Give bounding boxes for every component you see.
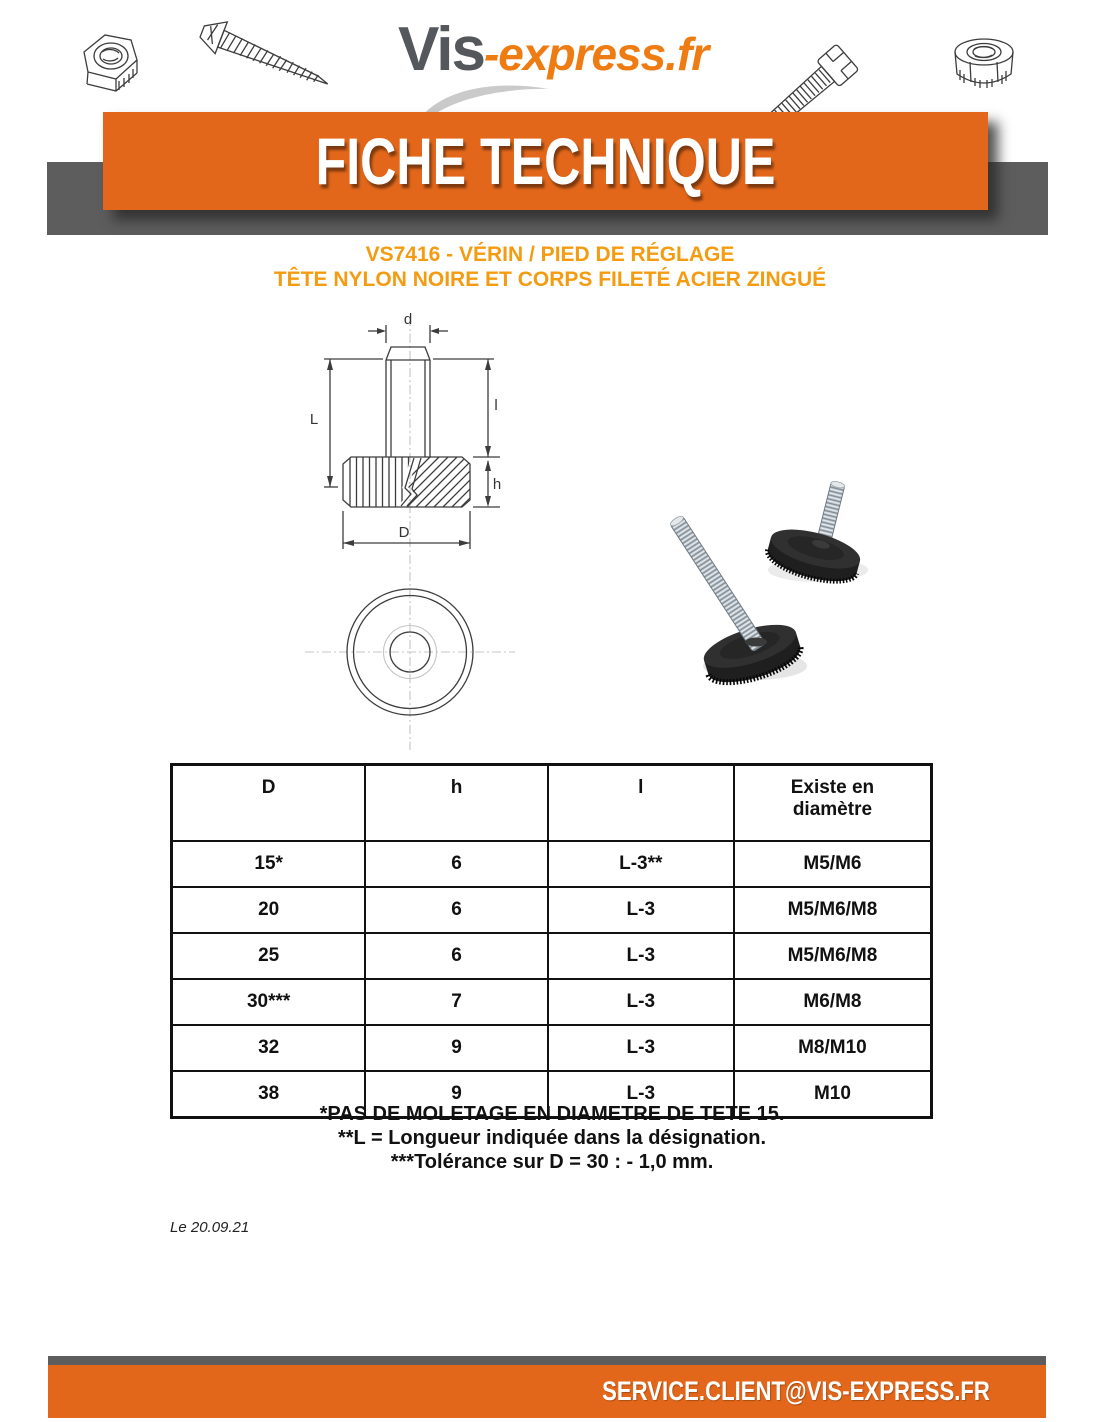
logo-text-dark: Vis — [398, 15, 484, 84]
product-title-line2: TÊTE NYLON NOIRE ET CORPS FILETÉ ACIER ZINGUÉ — [273, 268, 827, 291]
hex-nut-icon — [944, 30, 1024, 100]
foot-short-head — [764, 522, 865, 589]
cell-diametres: M5/M6/M8 — [734, 933, 932, 979]
dim-label-d: d — [403, 311, 413, 328]
cell-l: L-3** — [548, 841, 734, 887]
cell-D: 25 — [172, 933, 366, 979]
machine-screw-icon — [748, 14, 863, 118]
cell-l: L-3 — [548, 1025, 734, 1071]
footer-orange-band — [48, 1365, 1046, 1418]
fiche-technique-banner — [103, 112, 988, 210]
cell-D: 20 — [172, 887, 366, 933]
product-title-line1: VS7416 - VÉRIN / PIED DE RÉGLAGE — [365, 243, 735, 266]
dim-label-D: D — [398, 524, 410, 541]
cell-diametres: M5/M6 — [734, 841, 932, 887]
cell-h: 9 — [365, 1071, 547, 1118]
cell-h: 6 — [365, 887, 547, 933]
footnote-2: **L = Longueur indiquée dans la désignation. — [337, 1127, 767, 1149]
table-row — [172, 887, 932, 933]
cell-D: 15* — [172, 841, 366, 887]
cell-l: L-3 — [548, 979, 734, 1025]
cell-h: 9 — [365, 1025, 547, 1071]
table-row — [172, 933, 932, 979]
col-header-l: l — [548, 765, 734, 842]
cell-diametres: M5/M6/M8 — [734, 887, 932, 933]
vis-express-logo — [398, 14, 708, 85]
table-header-row — [172, 765, 932, 842]
dim-label-L: L — [309, 411, 319, 428]
col-header-h: h — [365, 765, 547, 842]
cell-diametres: M8/M10 — [734, 1025, 932, 1071]
spec-table — [170, 763, 933, 1119]
cell-l: L-3 — [548, 887, 734, 933]
product-title — [0, 242, 1100, 292]
cell-h: 7 — [365, 979, 547, 1025]
footnote-1: *PAS DE MOLETAGE EN DIAMETRE DE TETE 15. — [319, 1103, 785, 1125]
col-header-existe-en-diametre: Existe en diamètre — [734, 765, 932, 842]
banner-title: FICHE TECHNIQUE — [315, 124, 776, 198]
col-header-D: D — [172, 765, 366, 842]
foot-long-stud — [669, 514, 765, 651]
table-row — [172, 1025, 932, 1071]
footnotes — [0, 1102, 1100, 1174]
table-row — [172, 979, 932, 1025]
cell-D: 30*** — [172, 979, 366, 1025]
product-photo — [635, 470, 935, 700]
logo-text-orange: -express.fr — [483, 28, 709, 80]
cell-diametres: M6/M8 — [734, 979, 932, 1025]
footer-gray-band — [48, 1356, 1046, 1365]
service-email: SERVICE.CLIENT@VIS-EXPRESS.FR — [602, 1376, 990, 1406]
footnote-3: ***Tolérance sur D = 30 : - 1,0 mm. — [390, 1151, 714, 1173]
cell-l: L-3 — [548, 933, 734, 979]
cell-D: 32 — [172, 1025, 366, 1071]
cell-diametres: M10 — [734, 1071, 932, 1118]
revision-date: Le 20.09.21 — [170, 1219, 250, 1236]
cell-D: 38 — [172, 1071, 366, 1118]
hex-nut-icon — [70, 28, 148, 100]
table-row — [172, 841, 932, 887]
technical-drawing — [280, 303, 520, 755]
cell-h: 6 — [365, 841, 547, 887]
dim-label-h: h — [492, 476, 502, 493]
countersunk-screw-icon — [193, 14, 353, 104]
cell-h: 6 — [365, 933, 547, 979]
cell-l: L-3 — [548, 1071, 734, 1118]
dim-label-l: l — [494, 397, 498, 414]
